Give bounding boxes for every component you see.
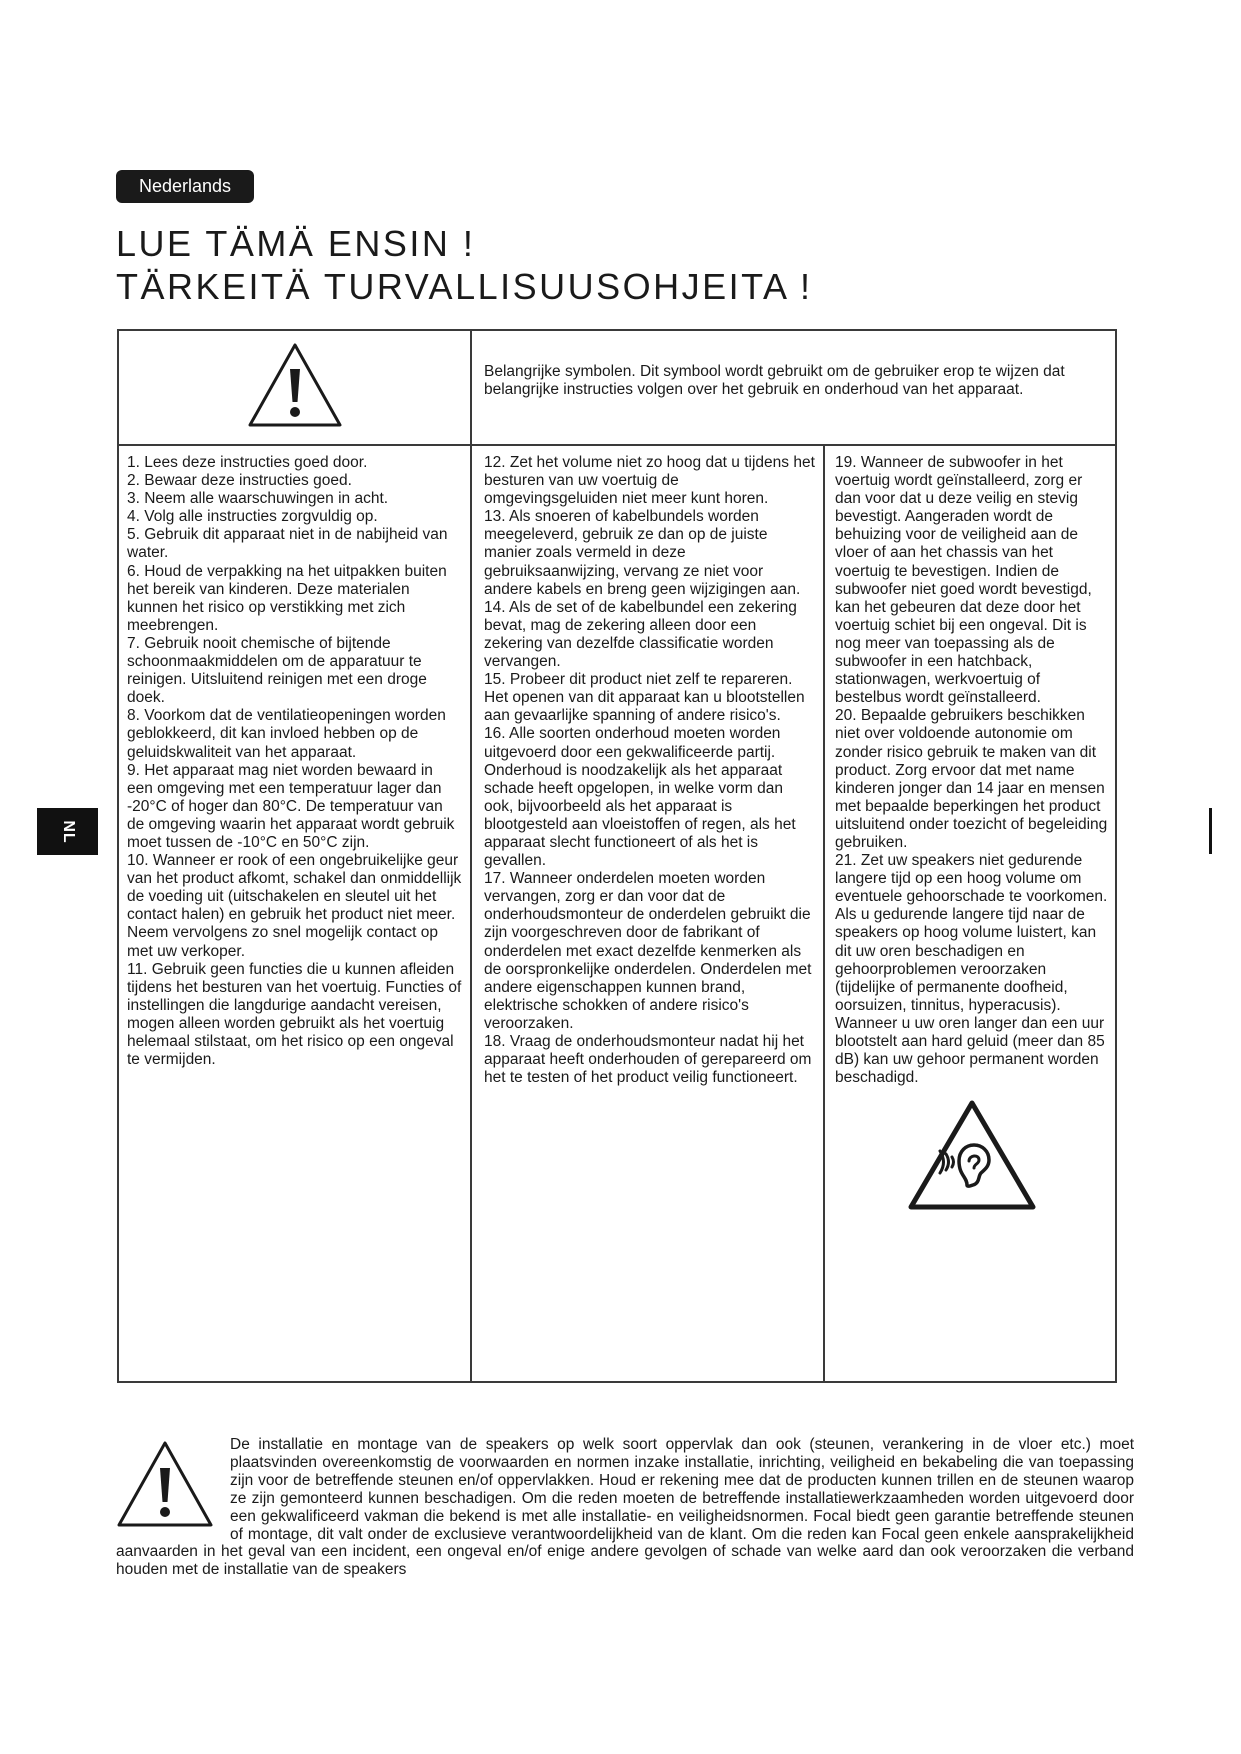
page-edge-marker	[1209, 808, 1212, 854]
instruction-item: 21. Zet uw speakers niet gedurende langere tijd op een hoog volume om eventuele gehoorschade te voorkomen. Als u gedurende langere tijd naar de speakers op hoog volume luistert, kan dit uw oren beschadigen en gehoorproblemen veroorzaken (tijdelijke of permanente doofheid, oorsuizen, tinnitus, hyperacusis).	[835, 852, 1108, 1014]
instruction-item: 10. Wanneer er rook of een ongebruikelijke geur van het product afkomt, schakel dan onmiddellijk de voeding uit (uitschakelen en sleutel uit het contact halen) en gebruik het product niet meer. Neem vervolgens zo snel mogelijk contact op met uw verkoper.	[127, 852, 462, 960]
title-line-1: LUE TÄMÄ ENSIN !	[116, 223, 476, 264]
column-2	[471, 445, 824, 1382]
instruction-item: 12. Zet het volume niet zo hoog dat u tijdens het besturen van uw voertuig de omgevingsgeluiden niet meer kunt horen.	[484, 454, 815, 508]
instruction-item: 2. Bewaar deze instructies goed.	[127, 472, 352, 490]
instruction-item: 1. Lees deze instructies goed door.	[127, 454, 368, 471]
instruction-item: 14. Als de set of de kabelbundel een zekering bevat, mag de zekering alleen door een zekering van dezelfde classificatie worden vervangen.	[484, 598, 797, 671]
column-1	[118, 445, 471, 1382]
instruction-item: 4. Volg alle instructies zorgvuldig op.	[127, 508, 378, 526]
hearing-warning-symbol	[835, 1099, 1109, 1216]
installation-warning-triangle-icon	[116, 1440, 214, 1528]
warning-symbol-cell	[118, 330, 471, 445]
symbol-note-cell	[471, 330, 1116, 445]
column-3	[824, 445, 1116, 1382]
instruction-item: 7. Gebruik nooit chemische of bijtende schoonmaakmiddelen om de apparatuur te reinigen. Uitsluitend reinigen met een droge doek.	[127, 634, 427, 707]
instruction-item: 13. Als snoeren of kabelbundels worden meegeleverd, gebruik ze dan op de juiste manier zoals vermeld in deze gebruiksaanwijzing, vervang ze niet voor andere kabels en breng geen wijzigingen aan.	[484, 508, 801, 598]
symbol-row	[118, 330, 1116, 445]
instruction-item: 19. Wanneer de subwoofer in het voertuig wordt geïnstalleerd, zorg er dan voor dat u deze veilig en stevig bevestigt. Aangeraden wordt de behuizing voor de veiligheid aan de vloer of aan het chassis van het voertuig te bevestigen. Indien de subwoofer niet goed wordt bevestigd, kan het gebeuren dat deze door het voertuig schiet bij een ongeval. Dit is nog meer van toepassing als de subwoofer in een hatchback, stationwagen, werkvoertuig of bestelbus wordt geïnstalleerd.	[835, 454, 1092, 707]
language-badge: Nederlands	[116, 170, 254, 203]
installation-warning	[116, 1436, 1134, 1579]
title-line-2: TÄRKEITÄ TURVALLISUUSOHJEITA !	[116, 266, 813, 307]
language-side-tab	[37, 808, 98, 855]
instruction-item: 11. Gebruik geen functies die u kunnen afleiden tijdens het besturen van het voertuig. Functies of instellingen die langdurige aandacht vereisen, mogen alleen worden gebruikt als het voertuig helemaal stilstaat, om het risico op een ongeval te vermijden.	[127, 960, 462, 1069]
safety-instructions-table	[117, 329, 1117, 1383]
instruction-item: 20. Bepaalde gebruikers beschikken niet over voldoende autonomie om zonder risico gebruik te maken van dit product. Zorg ervoor dat met name kinderen jonger dan 14 jaar en mensen met bepaalde beperkingen het product uitsluitend onder toezicht of begeleiding gebruiken.	[835, 707, 1108, 851]
instruction-item: 17. Wanneer onderdelen moeten worden vervangen, zorg er dan voor dat de onderhoudsmonteur de onderdelen gebruikt die zijn voorgeschreven door de fabrikant of onderdelen met exact dezelfde kenmerken als de oorspronkelijke onderdelen. Onderdelen met andere eigenschappen kunnen brand, elektrische schokken of andere risico's veroorzaken.	[484, 870, 812, 1032]
instruction-item: 3. Neem alle waarschuwingen in acht.	[127, 490, 389, 508]
hearing-damage-warning-icon	[907, 1099, 1037, 1211]
warning-triangle-icon	[247, 342, 343, 428]
side-tab-label: NL	[59, 819, 77, 844]
instruction-item: 16. Alle soorten onderhoud moeten worden uitgevoerd door een gekwalificeerde partij. Onderhoud is noodzakelijk als het apparaat schade heeft opgelopen, in welke vorm dan ook, bijvoorbeeld als het apparaat is blootgesteld aan vloeistoffen of regen, als het apparaat slecht functioneert of als het is gevallen.	[484, 725, 796, 870]
installation-warning-text: De installatie en montage van de speakers op welk soort oppervlak dan ook (steunen, verankering in de vloer etc.) moet plaatsvinden overeenkomstig de voorwaarden en normen inzake installatie, inrichting, veiligheid en bekabeling die van toepassing zijn voor de betreffende steunen en/of oppervlakken. Houd er rekening mee dat de producten kunnen trillen en de steunen waarop ze zijn gemonteerd kunnen beschadigen. Om die reden moeten de betreffende installatiewerkzaamheden worden uitgevoerd door een gekwalificeerd vakman die bekend is met alle installatie- en veiligheidsnormen. Focal biedt geen garantie betreffende steunen of montage, dit valt onder de exclusieve verantwoordelijkheid van de klant. Om die reden kan Focal geen enkele aansprakelijkheid aanvaarden in het geval van een incident, een ongeval en/of enige andere gevolgen of schade van welke aard dan ook veroorzaken die verband houden met de installatie van de speakers	[116, 1436, 1134, 1579]
instruction-item: 18. Vraag de onderhoudsmonteur nadat hij het apparaat heeft onderhouden of gerepareerd om het te testen of het product veilig functioneert.	[484, 1033, 812, 1087]
instruction-item: 15. Probeer dit product niet zelf te repareren. Het openen van dit apparaat kan u blootstellen aan gevaarlijke spanning of andere risico's.	[484, 671, 805, 725]
instruction-item: 5. Gebruik dit apparaat niet in de nabijheid van water.	[127, 526, 448, 562]
instruction-item: Wanneer u uw oren langer dan een uur blootstelt aan hard geluid (meer dan 85 dB) kan uw gehoor permanent worden beschadigd.	[835, 1014, 1105, 1087]
instruction-item: 8. Voorkom dat de ventilatieopeningen worden geblokkeerd, dit kan invloed hebben op de geluidskwaliteit van het apparaat.	[127, 707, 446, 761]
instructions-row	[118, 445, 1116, 1382]
symbol-note: Belangrijke symbolen. Dit symbool wordt gebruikt om de gebruiker erop te wijzen dat belangrijke instructies volgen over het gebruik en onderhoud van het apparaat.	[484, 363, 1065, 399]
page-title	[116, 222, 813, 308]
instruction-item: 6. Houd de verpakking na het uitpakken buiten het bereik van kinderen. Deze materialen kunnen het risico op verstikking met zich meebrengen.	[127, 562, 447, 634]
instruction-item: 9. Het apparaat mag niet worden bewaard in een omgeving met een temperatuur lager dan -20°C of hoger dan 80°C. De temperatuur van de omgeving waarin het apparaat wordt gebruik moet tussen de -10°C en 50°C zijn.	[127, 761, 455, 851]
